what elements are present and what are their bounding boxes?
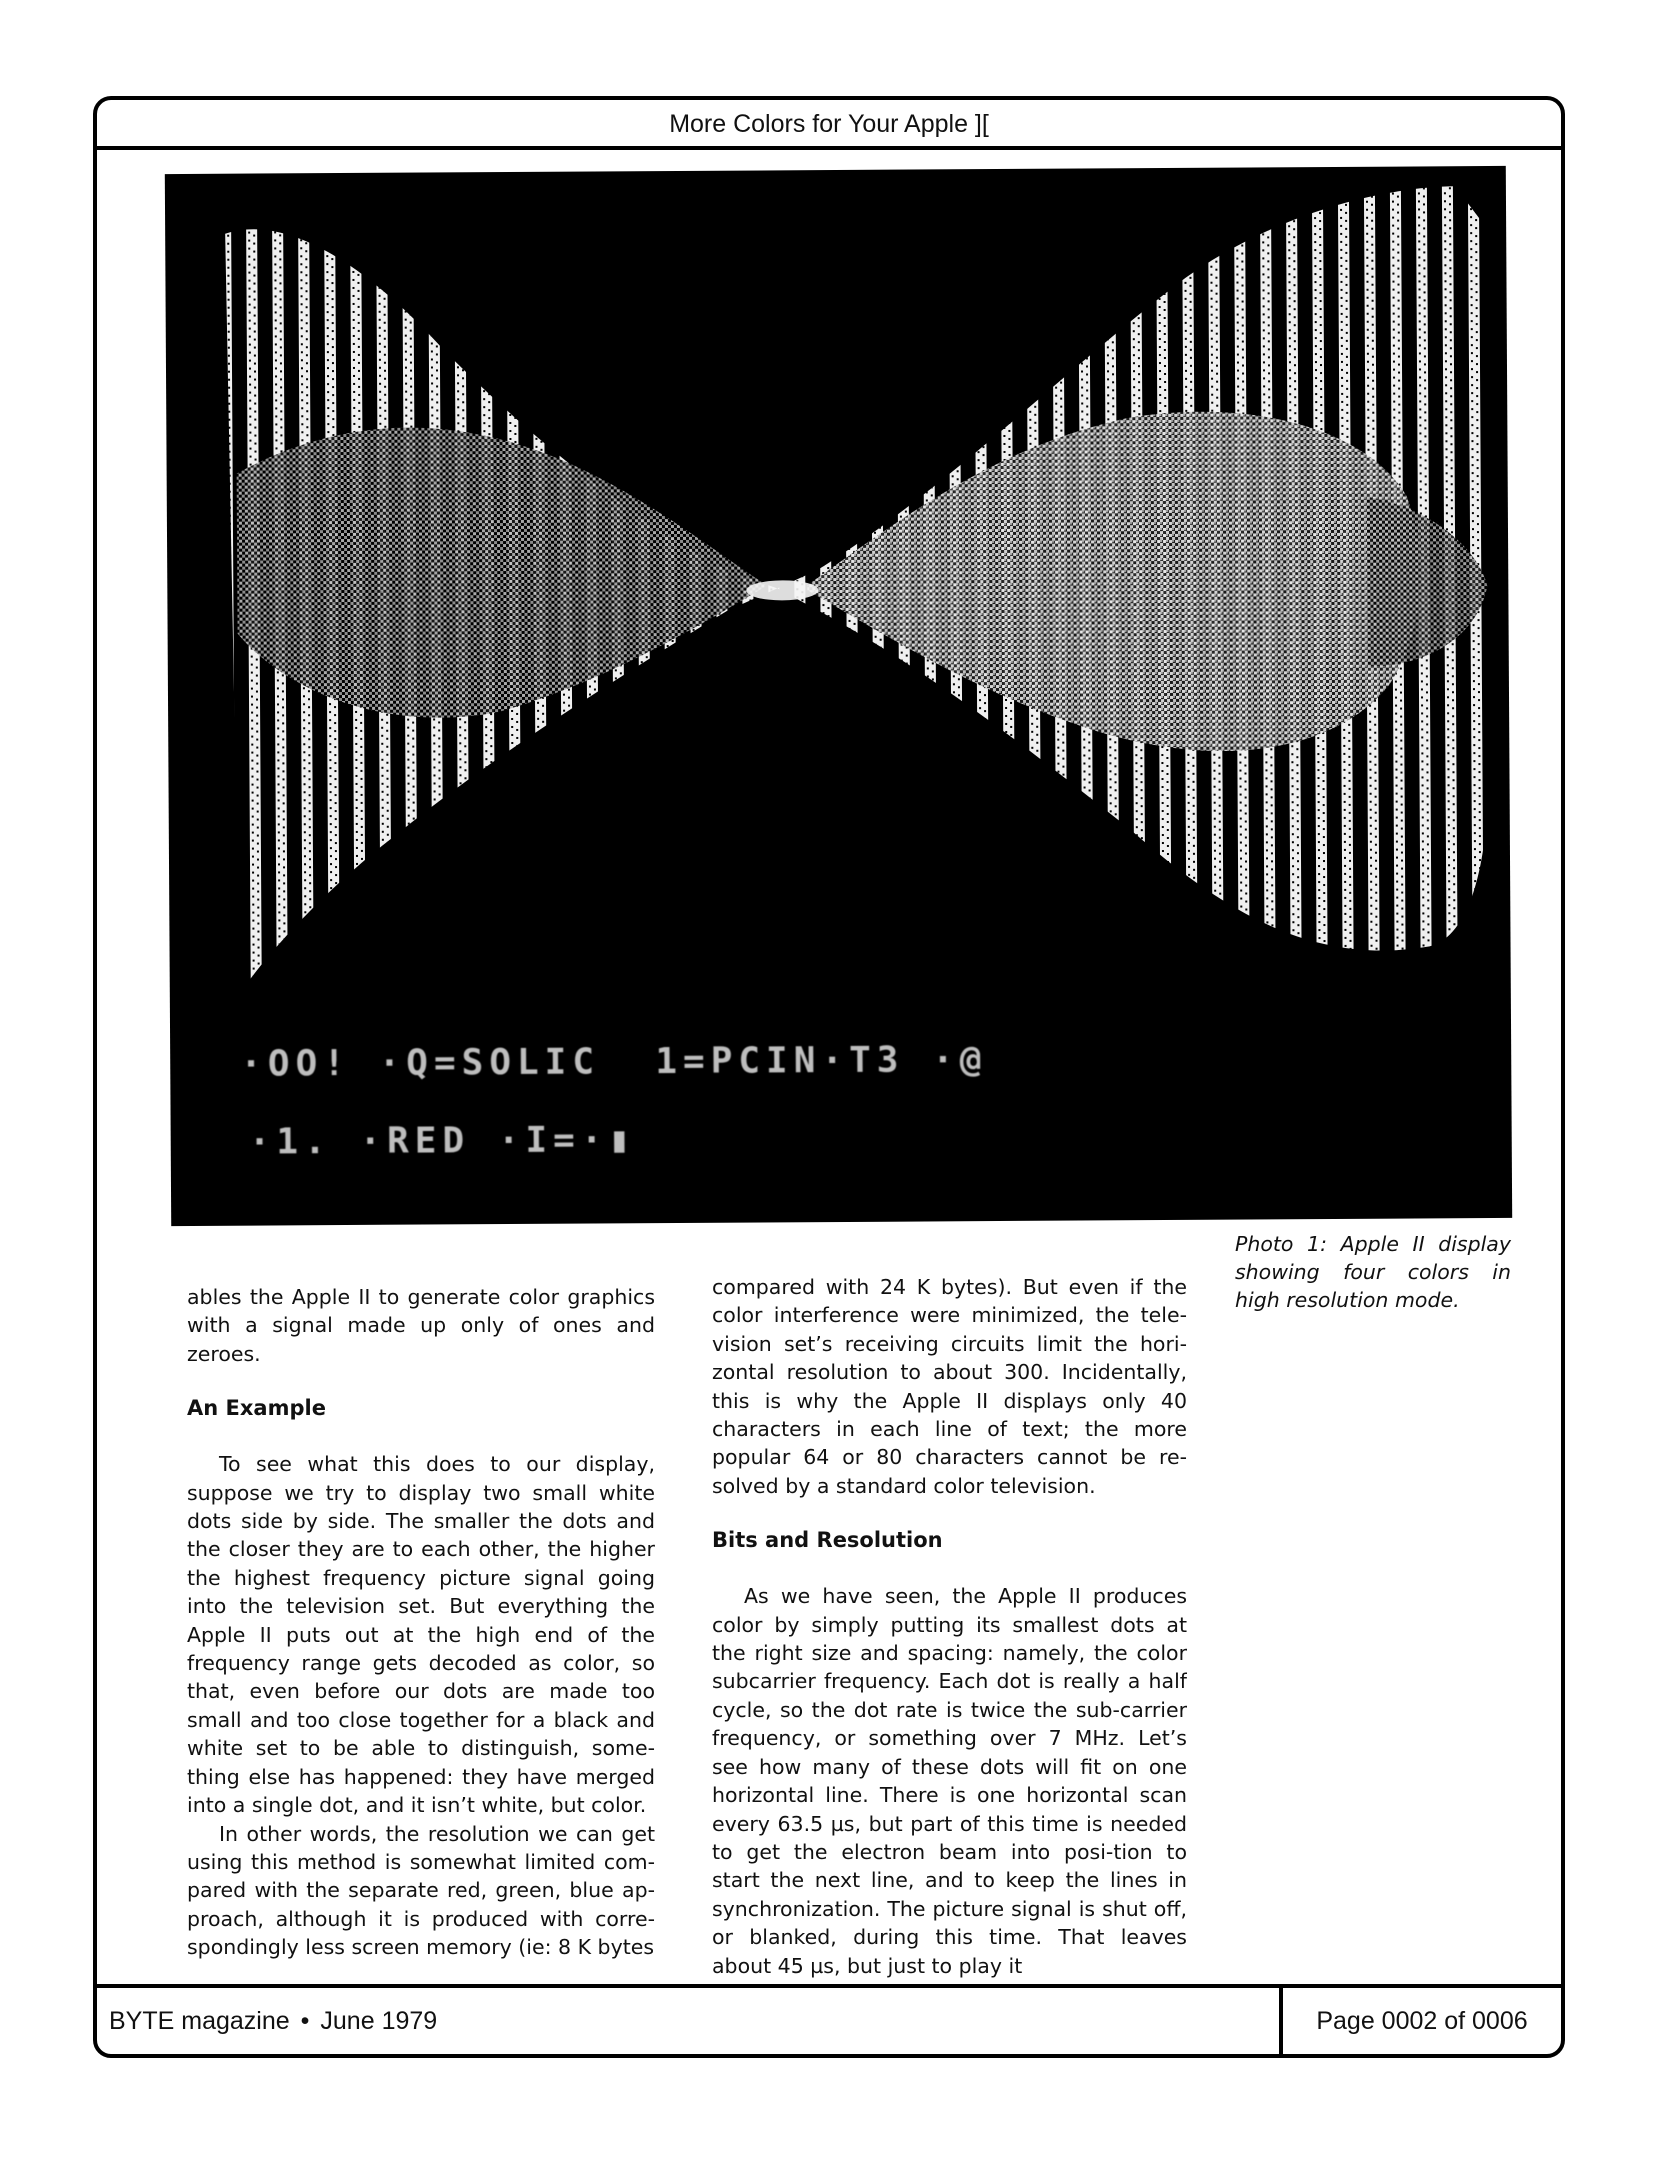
paragraph: compared with 24 K bytes). But even if the color interference were minimized, the tele-vision set’s receiving circuits limit the hori-zontal resolution to about 300. Incidentally, this is why the Apple II displays only 40 characters in each line of text; the more popular 64 or 80 characters cannot be re-solved by a standard color television. [712, 1275, 1187, 1498]
publication-name: BYTE magazine [109, 2006, 290, 2035]
screen-text-line-1: ·OO! ·Q=SOLIC 1=PCIN·T3 ·@ [240, 1039, 988, 1085]
paragraph: ables the Apple II to generate color graphics with a signal made up only of ones and zeroes. [187, 1285, 655, 1366]
paragraph: In other words, the resolution we can get using this method is somewhat limited com-pared with the separate red, green, blue ap-proach, although it is produced with corre-spondingly less screen memory (ie: 8 K bytes [187, 1821, 655, 1960]
article-title: More Colors for Your Apple ][ [669, 109, 989, 138]
page-number-box [1279, 1988, 1561, 2054]
apple-display-photo [165, 166, 1512, 1226]
page-footer [97, 1984, 1561, 2054]
publication-date: June 1979 [320, 2006, 438, 2035]
photo-caption: Photo 1: Apple II display showing four colors in high resolution mode. [1235, 1232, 1511, 1312]
section-heading-bits-and-resolution: Bits and Resolution [712, 1528, 943, 1553]
paragraph: To see what this does to our display, suppose we try to display two small white dots side by side. The smaller the dots and the closer they are to each other, the higher the highest frequency picture signal going into the television set. But everything the Apple II puts out at the high end of the frequency range gets decoded as color, so that, even before our dots are made too small and too close together for a black and white set to be able to distinguish, some-thing else has happened: they have merged into a single dot, and it isn’t white, but color. [187, 1452, 655, 1818]
text-column-right [712, 1273, 1187, 1985]
page-header [97, 100, 1561, 150]
text-column-left [187, 1283, 655, 1983]
page-number: Page 0002 of 0006 [1316, 2006, 1528, 2035]
section-heading-an-example: An Example [187, 1396, 326, 1421]
publication-info [97, 1988, 1279, 2054]
screen-text-line-2: ·1. ·RED ·I=·▮ [248, 1119, 637, 1163]
bullet-separator: • [300, 2006, 310, 2035]
paragraph: As we have seen, the Apple II produces color by simply putting its smallest dots at the right size and spacing: namely, the color subcarrier frequency. Each dot is really a half cycle, so the dot rate is twice the sub-carrier frequency, or something over 7 MHz. Let’s see how many of these dots will fit on one horizontal line. There is one horizontal scan every 63.5 µs, but part of this time is needed to get the electron beam into posi-tion to start the next line, and to keep the lines in synchronization. The picture signal is shut off, or blanked, during this time. That leaves about 45 µs, but just to play it [712, 1584, 1187, 1978]
